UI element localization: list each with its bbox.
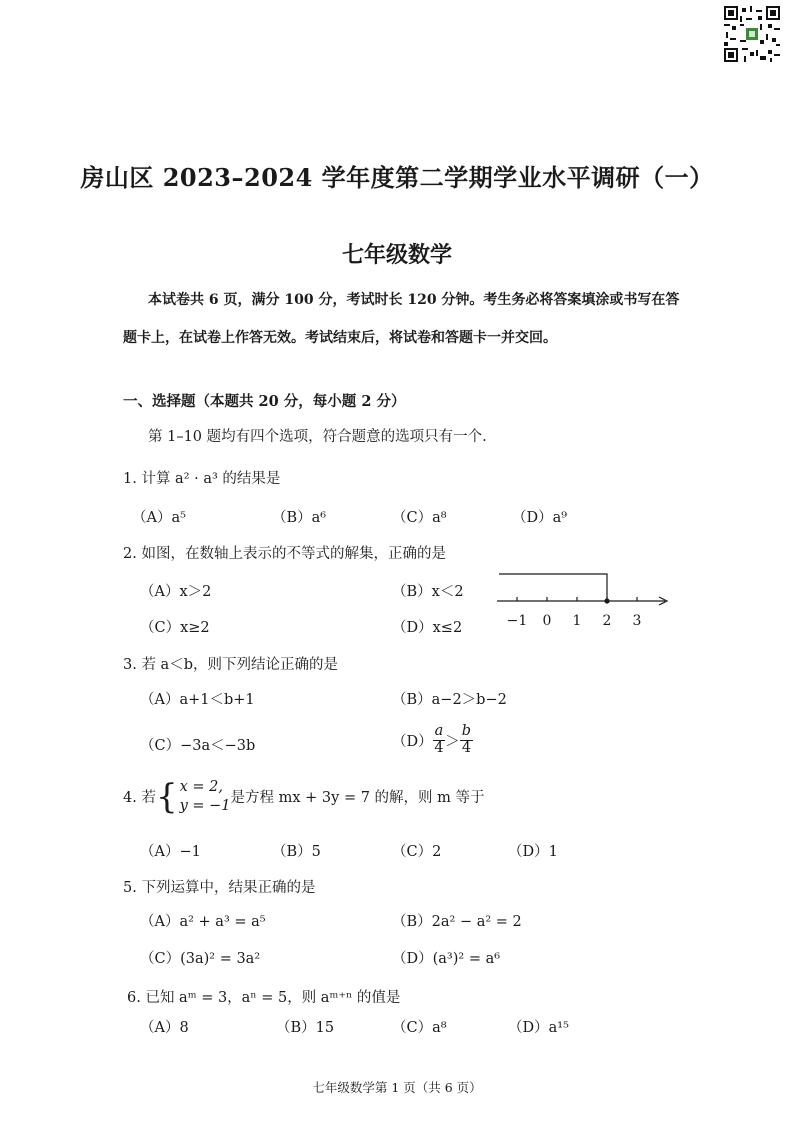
question-5-option-b: （B）2a² − a² = 2 bbox=[392, 914, 522, 930]
question-3-option-b: （B）a−2＞b−2 bbox=[392, 692, 507, 708]
fraction-a-over-4 bbox=[433, 724, 446, 757]
question-4-option-b: （B）5 bbox=[272, 844, 321, 860]
question-4-suffix: 是方程 mx + 3y = 7 的解，则 m 等于 bbox=[230, 790, 485, 807]
question-2-option-b: （B）x＜2 bbox=[392, 584, 464, 600]
system-row-2: y = −1 bbox=[179, 797, 231, 814]
question-3-stem: 3. 若 a＜b，则下列结论正确的是 bbox=[123, 657, 338, 673]
fraction-denominator: 4 bbox=[434, 739, 444, 756]
section-instruction: 第 1–10 题均有四个选项，符合题意的选项只有一个. bbox=[148, 429, 487, 445]
question-6-stem: 6. 已知 aᵐ = 3，aⁿ = 5，则 aᵐ⁺ⁿ 的值是 bbox=[127, 990, 401, 1006]
number-line-figure bbox=[495, 568, 675, 638]
question-4-stem bbox=[123, 778, 485, 816]
fraction-numerator: b bbox=[461, 723, 472, 739]
page-subtitle: 七年级数学 bbox=[341, 242, 452, 268]
question-4-option-c: （C）2 bbox=[392, 844, 442, 860]
question-3-option-d bbox=[392, 724, 473, 757]
question-1-stem: 1. 计算 a² · a³ 的结果是 bbox=[123, 471, 281, 487]
question-1-option-d: （D）a⁹ bbox=[512, 510, 568, 526]
page-footer: 七年级数学第 1 页（共 6 页） bbox=[312, 1080, 482, 1095]
system-row-1: x = 2, bbox=[179, 779, 223, 795]
question-2-stem: 2. 如图，在数轴上表示的不等式的解集，正确的是 bbox=[123, 546, 446, 562]
question-5-option-c: （C）(3a)² = 3a² bbox=[140, 951, 261, 967]
question-5-option-a: （A）a² + a³ = a⁵ bbox=[140, 914, 266, 930]
question-4-prefix: 4. 若 bbox=[123, 790, 156, 807]
question-4-option-d: （D）1 bbox=[508, 844, 558, 860]
fraction-numerator: a bbox=[434, 723, 444, 739]
question-6-option-a: （A）8 bbox=[140, 1020, 189, 1036]
fraction-denominator: 4 bbox=[461, 739, 472, 756]
tick-label: 1 bbox=[572, 613, 582, 629]
question-2-option-a: （A）x＞2 bbox=[140, 584, 212, 600]
section-heading: 一、选择题（本题共 20 分，每小题 2 分） bbox=[123, 393, 406, 410]
question-6-option-d: （D）a¹⁵ bbox=[508, 1020, 569, 1036]
question-6-option-b: （B）15 bbox=[276, 1020, 335, 1036]
question-2-option-d: （D）x≤2 bbox=[392, 620, 463, 636]
question-5-stem: 5. 下列运算中，结果正确的是 bbox=[123, 880, 316, 896]
qr-code-icon bbox=[724, 6, 780, 66]
tick-label: −1 bbox=[506, 613, 528, 629]
tick-label: 3 bbox=[632, 613, 642, 629]
question-1-option-b: （B）a⁶ bbox=[272, 510, 327, 526]
intro-line-1: 本试卷共 6 页，满分 100 分，考试时长 120 分钟。考生务必将答案填涂或书写在答 bbox=[148, 292, 680, 308]
intro-line-2: 题卡上，在试卷上作答无效。考试结束后，将试卷和答题卡一并交回。 bbox=[123, 330, 557, 346]
solid-endpoint bbox=[604, 598, 609, 603]
tick-label: 2 bbox=[602, 613, 612, 629]
left-brace: { bbox=[155, 776, 178, 817]
option-d-label: （D） bbox=[392, 733, 433, 750]
equation-system bbox=[156, 778, 231, 816]
question-5-option-d: （D）(a³)² = a⁶ bbox=[392, 951, 501, 967]
question-1-option-a: （A）a⁵ bbox=[132, 510, 186, 526]
greater-than-sign: ＞ bbox=[445, 733, 460, 750]
tick-label: 0 bbox=[542, 613, 552, 629]
fraction-b-over-4 bbox=[460, 724, 473, 757]
question-2-option-c: （C）x≥2 bbox=[140, 620, 210, 636]
question-6-option-c: （C）a⁸ bbox=[392, 1020, 447, 1036]
question-4-option-a: （A）−1 bbox=[140, 844, 201, 860]
solution-set-bracket bbox=[499, 574, 607, 601]
question-1-option-c: （C）a⁸ bbox=[392, 510, 447, 526]
page-title: 房山区 2023–2024 学年度第二学期学业水平调研（一） bbox=[80, 163, 714, 192]
question-3-option-c: （C）−3a＜−3b bbox=[140, 738, 256, 754]
question-3-option-a: （A）a+1＜b+1 bbox=[140, 692, 255, 708]
